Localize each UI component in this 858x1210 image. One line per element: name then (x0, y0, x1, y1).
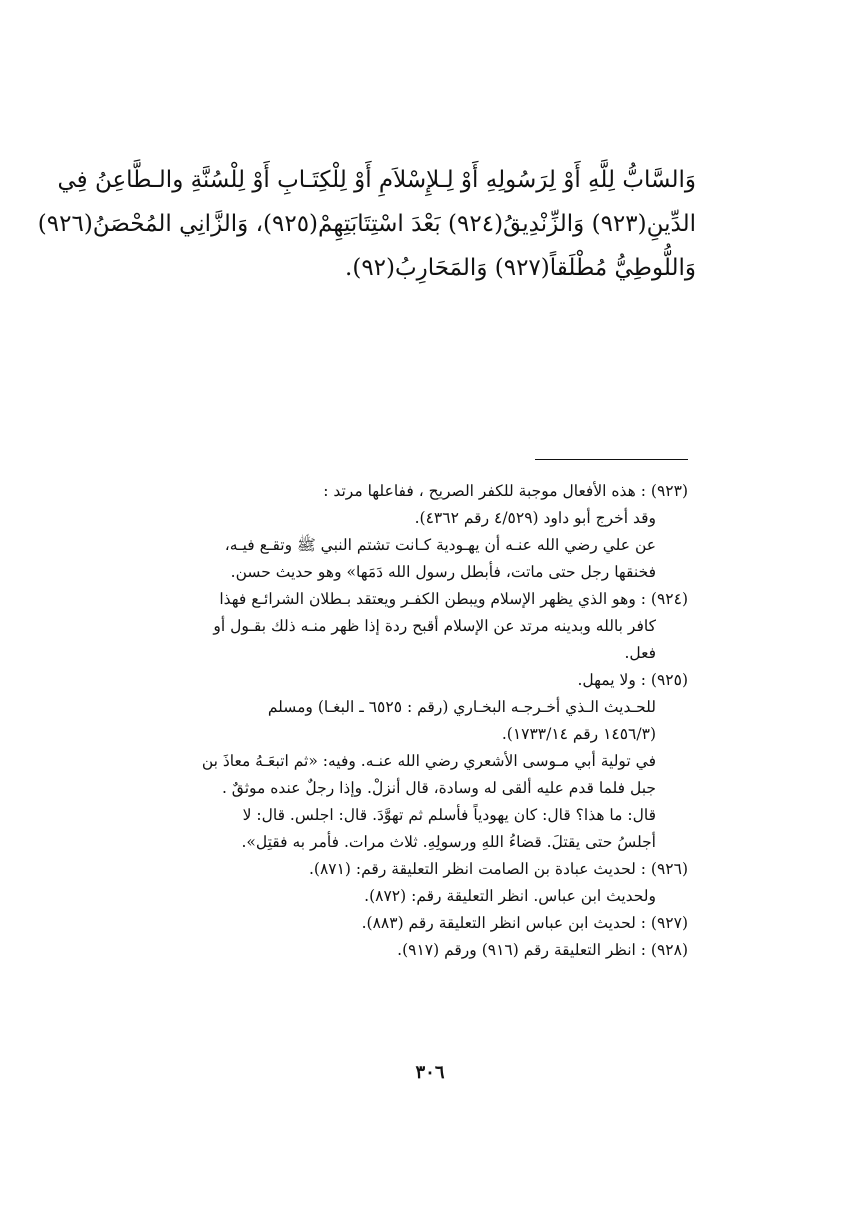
footnote-line: للحـديث الـذي أخـرجـه البخـاري (رقم : ٦٥٢٥ ـ البغـا) ومسلم (267, 698, 656, 716)
footnote-line: كافر بالله وبدينه مرتد عن الإسلام أقبح ردة إذا ظهر منـه ذلك بقـول أو (213, 617, 656, 635)
footnote-line: قال: ما هذا؟ قال: كان يهودياً فأسلم ثم تهوَّدَ. قال: اجلس. قال: لا (242, 806, 656, 824)
footnote-line: جبل فلما قدم عليه ألقى له وسادة، قال أنزلْ. وإذا رجلٌ عنده موثقٌ . (221, 779, 656, 797)
main-text (37, 158, 696, 290)
footnote-line: (٩٢٨) : انظر التعليقة رقم (٩١٦) ورقم (٩١٧). (397, 941, 688, 959)
main-text-line: الدِّينِ(٩٢٣) وَالزِّنْدِيقُ(٩٢٤) بَعْدَ اسْتِتَابَتِهِمْ(٩٢٥)، وَالزَّانِي المُحْصَنُ(٩٢٦) (37, 211, 696, 237)
footnote-line: أجلسُ حتى يقتلَ. قضاءُ اللهِ ورسولِهِ. ثلاث مرات. فأمر به فقتِل». (241, 833, 656, 851)
footnote-divider (535, 459, 688, 460)
footnote-line: وقد أخرج أبو داود (٤/٥٢٩ رقم ٤٣٦٢). (414, 509, 656, 527)
footnote-line: (١٤٥٦/٣ رقم ١٧٣٣/١٤). (501, 725, 656, 743)
main-text-line: وَاللُّوطِيُّ مُطْلَقاً(٩٢٧) وَالمَحَارِبُ(٩٢). (345, 255, 696, 281)
footnotes (158, 478, 688, 964)
footnote-line: (٩٢٤) : وهو الذي يظهر الإسلام ويبطن الكفـر ويعتقد بـطلان الشرائـع فهذا (219, 590, 688, 608)
footnote-line: في تولية أبي مـوسى الأشعري رضي الله عنـه. وفيه: «ثم اتبعَـهُ معاذَ بن (201, 752, 656, 770)
footnote-line: ولحديث ابن عباس. انظر التعليقة رقم: (٨٧٢). (364, 887, 656, 905)
footnote-line: (٩٢٥) : ولا يمهل. (577, 671, 688, 689)
footnote-line: عن علي رضي الله عنـه أن يهـودية كـانت تشتم النبي ﷺ وتقـع فيـه، (224, 536, 656, 554)
footnote-line: فخنقها رجل حتى ماتت، فأبطل رسول الله دَمَها» وهو حديث حسن. (230, 563, 656, 581)
footnote-line: فعل. (624, 644, 656, 662)
footnote-line: (٩٢٧) : لحديث ابن عباس انظر التعليقة رقم (٨٨٣). (361, 914, 688, 932)
footnote-line: (٩٢٦) : لحديث عبادة بن الصامت انظر التعليقة رقم: (٨٧١). (308, 860, 688, 878)
page-number: ٣٠٦ (415, 1062, 445, 1083)
footnote-line: (٩٢٣) : هذه الأفعال موجبة للكفر الصريح ، ففاعلها مرتد : (323, 482, 688, 500)
main-text-line: وَالسَّابُّ لِلَّهِ أَوْ لِرَسُولِهِ أَوْ لِـلإِسْلاَمِ أَوْ لِلْكِتَـابِ أَوْ لِلْسُنَّةِ والـطَّاعِنُ فِي (57, 167, 696, 193)
